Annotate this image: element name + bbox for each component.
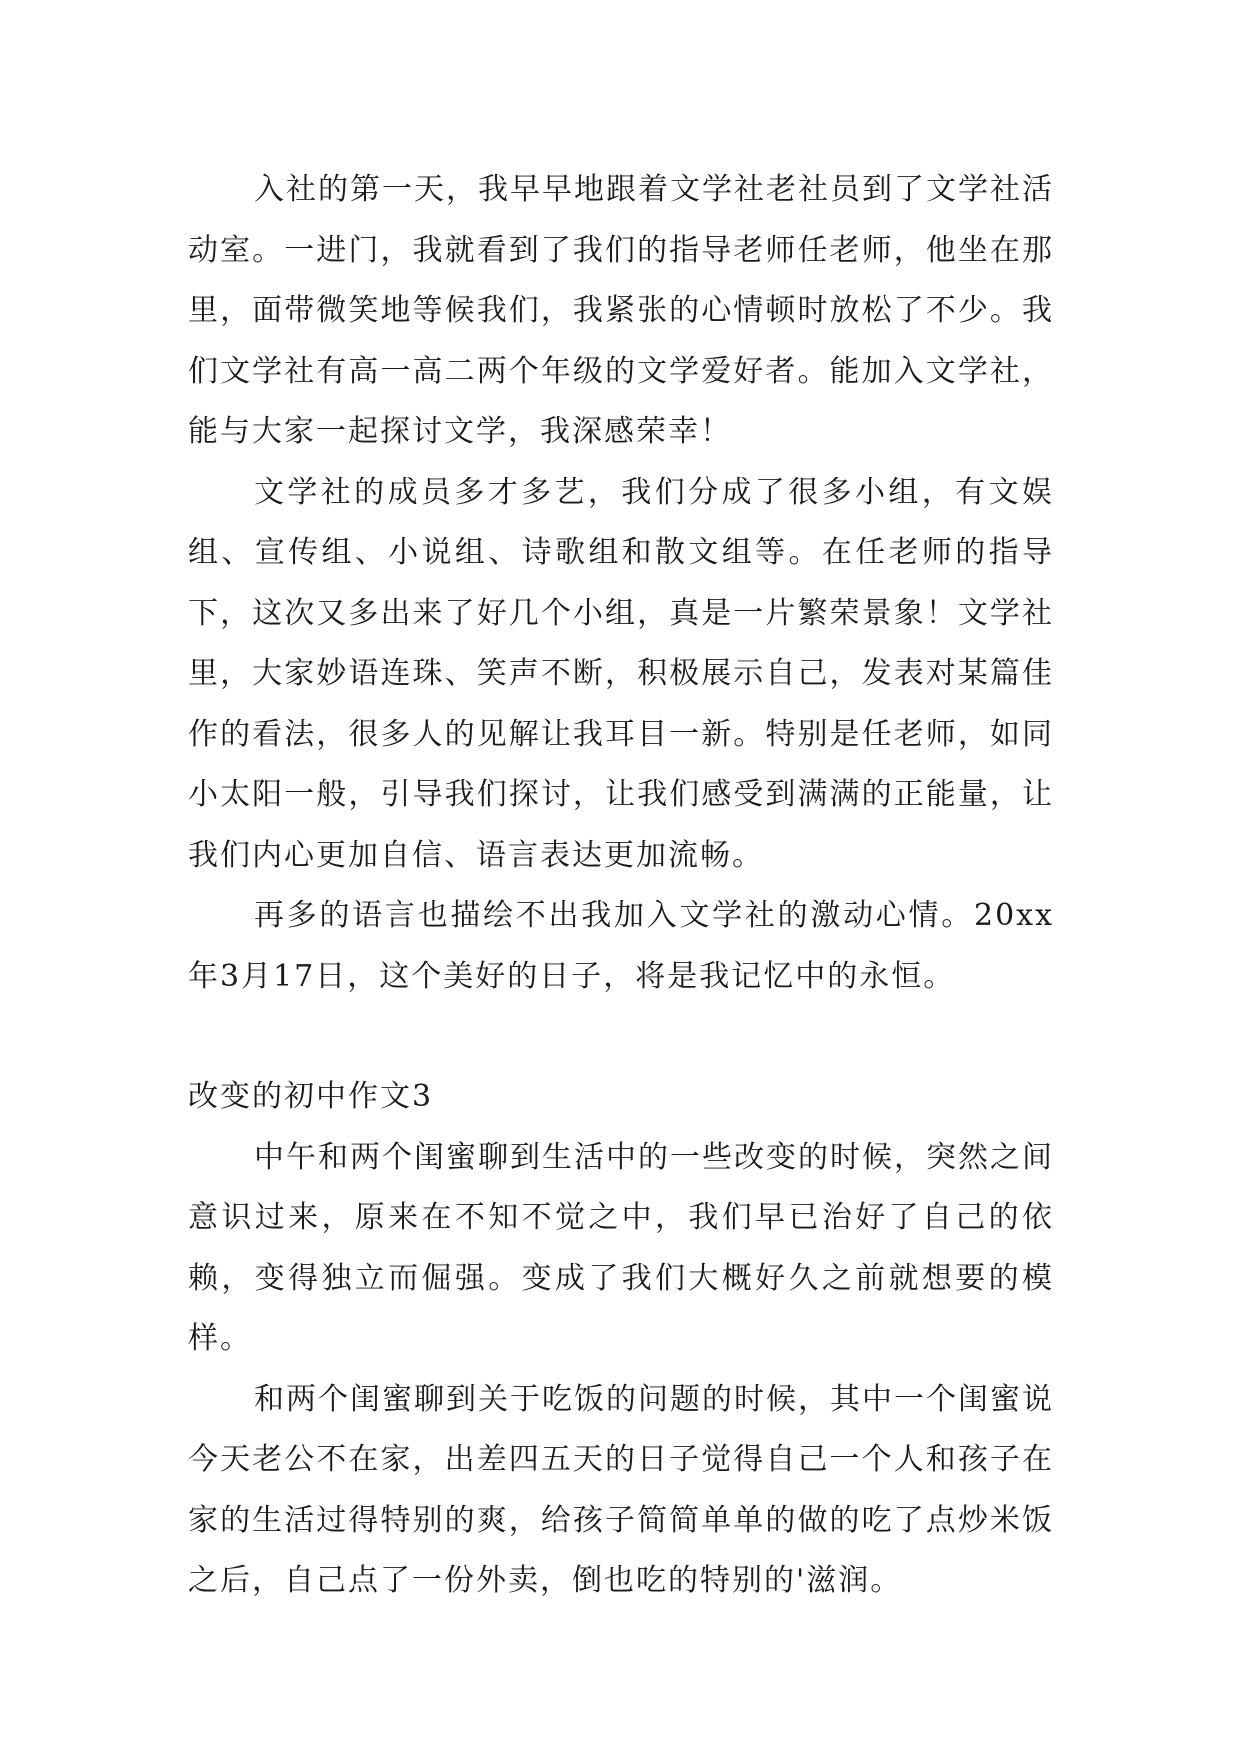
- paragraph-club-members: 文学社的成员多才多艺，我们分成了很多小组，有文娱组、宣传组、小说组、诗歌组和散文组等。在任老师的指导下，这次又多出来了好几个小组，真是一片繁荣景象！文学社里，大家妙语连珠、笑声不断，积极展示自己，发表对某篇佳作的看法，很多人的见解让我耳目一新。特别是任老师，如同小太阳一般，引导我们探讨，让我们感受到满满的正能量，让我们内心更加自信、语言表达更加流畅。: [188, 474, 1054, 873]
- paragraph-lunch-story: 和两个闺蜜聊到关于吃饭的问题的时候，其中一个闺蜜说今天老公不在家，出差四五天的日子觉得自己一个人和孩子在家的生活过得特别的爽，给孩子简简单单的做的吃了点炒米饭之后，自己点了一份外卖，倒也吃的特别的'滋润。: [188, 1381, 1054, 1598]
- paragraph-memorable-date: 再多的语言也描绘不出我加入文学社的激动心情。20xx年3月17日，这个美好的日子，将是我记忆中的永恒。: [188, 898, 1054, 994]
- paragraph-first-day: 入社的第一天，我早早地跟着文学社老社员到了文学社活动室。一进门，我就看到了我们的指导老师任老师，他坐在那里，面带微笑地等候我们，我紧张的心情顿时放松了不少。我们文学社有高一高二两个年级的文学爱好者。能加入文学社，能与大家一起探讨文学，我深感荣幸！: [188, 172, 1054, 449]
- section-heading: 改变的初中作文3: [188, 1079, 434, 1114]
- paragraph-change-realization: 中午和两个闺蜜聊到生活中的一些改变的时候，突然之间意识过来，原来在不知不觉之中，我们早已治好了自己的依赖，变得独立而倔强。变成了我们大概好久之前就想要的模样。: [188, 1139, 1054, 1356]
- document-body: [188, 160, 1054, 1612]
